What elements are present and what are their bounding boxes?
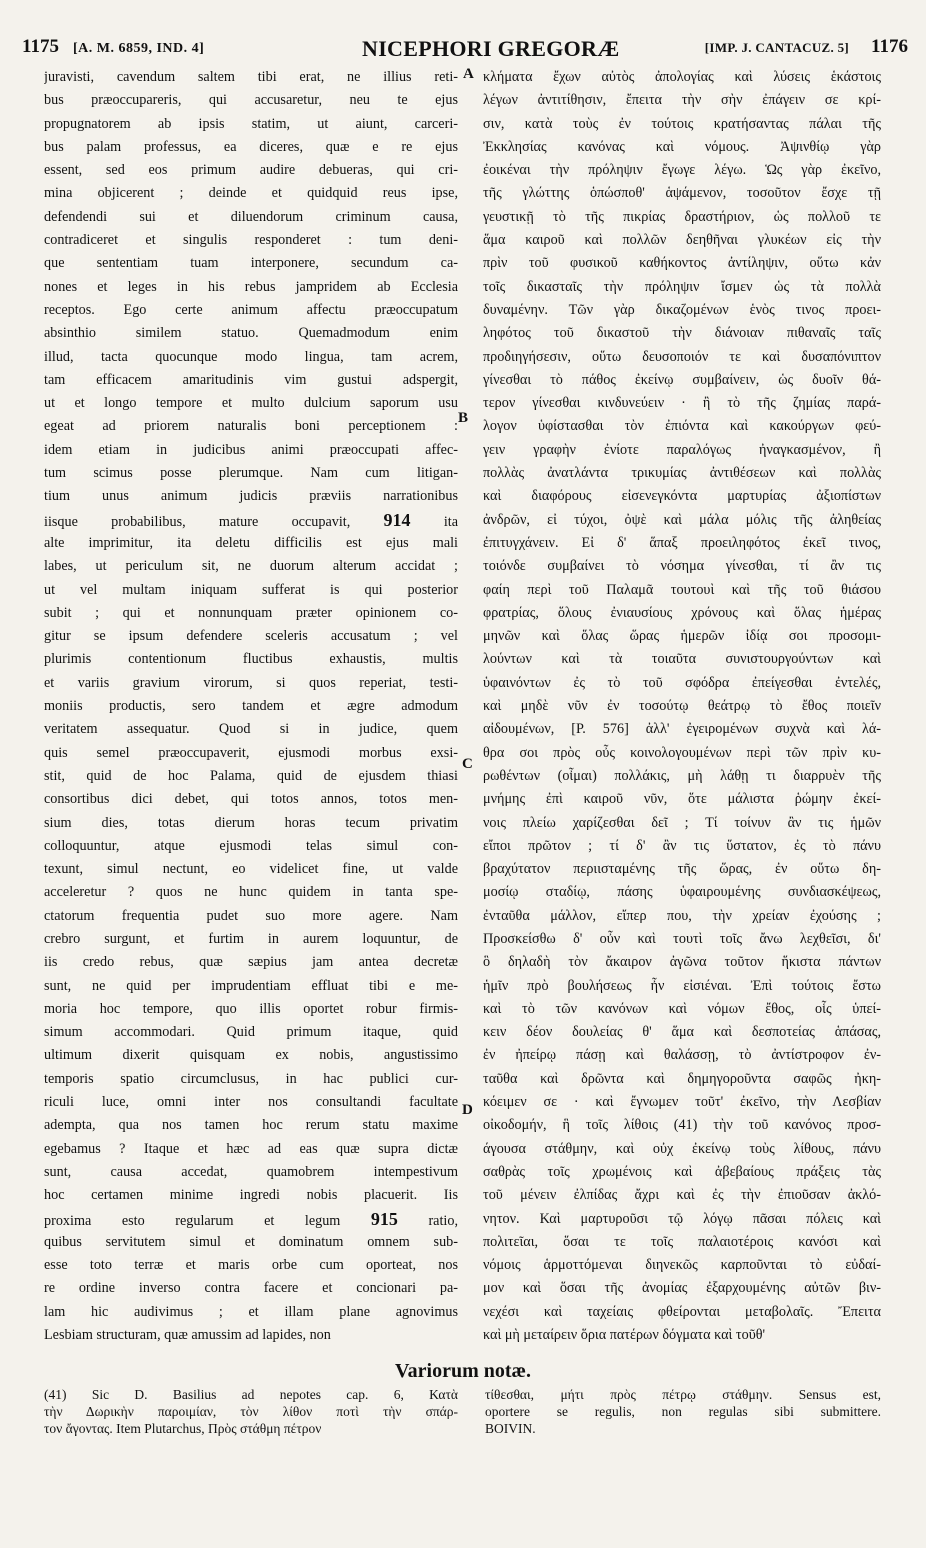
text-line: καὶ μὴ μεταίρειν ὅρια πατέρων δόγματα καὶ τοῦθ'	[483, 1327, 766, 1344]
text-line: tium unus animum judicis præviis narrationibus	[44, 488, 458, 505]
text-line: ὑφαινόντων ἐς τὸ τοῦ σφόδρα ἐπείγεσθαι ἐντελές,	[483, 674, 881, 691]
text-line: ἅμα καιροῦ καὶ πολλῶν δεηθῆναι γλυκέων εἰς τὴν	[483, 232, 881, 249]
text-line: νόμοις ἁρμοττόμεναι διηνεκῶς καρποῦνται τὸ εὐδαί-	[483, 1257, 881, 1274]
text-line: que sententiam tuam interponere, secundum ca-	[44, 255, 458, 272]
text-line: gitur se ipsum defendere sceleris accusatum ; vel	[44, 628, 458, 645]
text-line: contradiceret et singulis responderet : tum deni-	[44, 232, 458, 249]
text-line: ληφότος τοῦ δικαστοῦ τὴν διάνοιαν πιθαναῖς ταῖς	[483, 325, 881, 342]
text-line: labes, ut periculum sit, ne duorum alterum accidat ;	[44, 558, 458, 575]
text-line: ὃ δηλαδὴ τὸν ἄκαιρον ἀγῶνα τοῦτον ἥκιστα πάντων	[483, 954, 881, 971]
header-right	[705, 36, 908, 58]
text-line: sunt, causa accedat, quamobrem intempestivum	[44, 1163, 458, 1180]
text-line: ut vel multam iniquam sufferat is qui posterior	[44, 581, 458, 598]
text-line: re ordine inverso contra facere et concionari pa-	[44, 1280, 458, 1297]
margin-letter-a: A	[463, 66, 474, 82]
text-line: ρωθέντων (οἶμαι) πολλάκις, μὴ λάθῃ τι διαρρυὲν τῆς	[483, 767, 881, 784]
text-line: crebro surgunt, et furtim in aurem loquuntur, de	[44, 930, 458, 947]
text-line: κόειμεν σε · καὶ ἔγνωμεν τοῦτ' ἐκεῖνο, τὴν Λεσβίαν	[483, 1094, 881, 1111]
text-line: et variis gravium virorum, si quos reperiat, testi-	[44, 674, 458, 691]
notes-right-column	[485, 1386, 881, 1437]
text-line: moria hoc tempore, quo illis oportet robur firmis-	[44, 1000, 458, 1017]
text-line: juravisti, cavendum saltem tibi erat, ne illius reti-	[44, 69, 458, 85]
text-line: acceleretur ? quos ne hunc quidem in tanta spe-	[44, 884, 458, 901]
text-line: defendendi sui et diluendorum criminum causa,	[44, 208, 458, 225]
column-number-marker: 915	[370, 1208, 398, 1229]
text-line: πολλὰς ἀνατλάντα τρικυμίας ἀντιθέσεων καὶ πολλὰς	[483, 465, 881, 482]
text-line: γευστικῇ τὸ τῆς πικρίας δραστήριον, ὡς πολλοῦ τε	[483, 208, 881, 225]
text-line: egeat ad priorem naturalis boni perceptionem :	[44, 418, 458, 435]
note-line: oportere se regulis, non regulas sibi submittere.	[485, 1404, 881, 1419]
text-line: ταῦθα καὶ δρῶντα καὶ δημηγοροῦντα σαφῶς ἠκη-	[483, 1070, 881, 1087]
text-line: κειν δέον δουλείας θ' ἅμα καὶ δεσποτείας ἁπάσας,	[483, 1024, 881, 1041]
text-line: σαθρὰς τοῖς χρωμένοις καὶ ἀβεβαίους πράξεις τὰς	[483, 1163, 881, 1180]
notes-title: Variorum notæ.	[395, 1360, 531, 1382]
text-line: ἐπιτυγχάνειν. Εἰ δ' ἅπαξ προειληφότος ἐκεῖ τινος,	[483, 534, 881, 551]
right-header-bracket: [IMP. J. CANTACUZ. 5]	[704, 40, 850, 55]
text-line: iis credo rebus, quæ sæpius jam antea decretæ	[44, 954, 458, 971]
text-line: propugnatorem ab ipsis statim, ut aiunt, carceri-	[44, 115, 458, 132]
text-line: Προσκείσθω δ' οὖν καὶ τουτὶ τοῖς ἄνω λεχθεῖσι, δι'	[483, 930, 881, 947]
text-line: ἐοικέναι τὴν πρόληψιν ἔγωγε λέγω. Ὡς γὰρ ἐκεῖνο,	[483, 162, 881, 179]
left-page-number: 1175	[22, 36, 59, 57]
note-line: BOIVIN.	[485, 1421, 536, 1436]
text-line: quibus servitutem simul et dominatum omnem sub-	[44, 1233, 458, 1250]
margin-letter-c: C	[462, 756, 473, 772]
text-line: προδιηγήσεσιν, οὕτω δευσοποιόν τε καὶ δυσαπόνιπτον	[483, 348, 881, 365]
column-number-marker: 914	[383, 509, 411, 530]
text-line: ultimum dixerit quisquam ex nobis, angustissimo	[44, 1047, 458, 1064]
text-line: texunt, simul nectunt, eo videlicet fine, ut valde	[44, 861, 458, 878]
text-line: bus præoccupareris, qui accusaretur, neu te ejus	[44, 92, 458, 109]
text-line: πρὶν τοῦ φυσικοῦ καθήκοντος ἀντίληψιν, οὕτω κἀν	[483, 255, 881, 272]
text-line: γειν γραφὴν ἐνίοτε παραλόγως ἠναγκασμένον, ἢ	[483, 441, 881, 458]
text-line: πολιτεῖαι, ὅσαι τε τοῖς παλαιοτέροις κανόσι καὶ	[483, 1233, 881, 1250]
text-line: nones et leges in his rebus jampridem ab Ecclesia	[44, 278, 458, 295]
text-line: φαίη περὶ τοῦ Παλαμᾶ τουτουὶ καὶ τῆς τοῦ θιάσου	[483, 581, 881, 598]
text-line: consortibus dici debet, qui totos annos, totos men-	[44, 791, 458, 808]
text-line: stit, quid de hoc Palama, quid de ejusdem thiasi	[44, 767, 458, 784]
text-line: tam efficacem amaritudinis vim gustui adspergit,	[44, 371, 458, 388]
note-line: τὴν Δωρικὴν παροιμίαν, τὸν λίθον ποτὶ τὴν σπάρ-	[44, 1404, 458, 1419]
margin-letter-d: D	[462, 1102, 473, 1118]
text-line: αἰδουμένων, [P. 576] ἀλλ' ἐγειρομένων συχνὰ καὶ λά-	[483, 721, 881, 738]
text-line: essent, sed eos primum audire debueras, qui cri-	[44, 162, 458, 179]
text-line: μον καὶ ὅσαι τῆς ἀνομίας ἐξαρχουμένης αὐτῶν βιν-	[483, 1280, 881, 1297]
text-line: adempta, qua nos tamen hoc rerum statu maxime	[44, 1117, 458, 1134]
text-line: sium dies, totas dierum horas tecum privatim	[44, 814, 458, 831]
text-line: ctatorum frequentia pudet suo more agere. Nam	[44, 907, 458, 924]
text-line: ἐνταῦθα μάλλον, εἴπερ που, τὴν χρείαν ἐχούσης ;	[483, 907, 881, 924]
text-line: tum scimus posse plerumque. Nam cum litigan-	[44, 465, 458, 482]
text-line: γίνεσθαι τὸ πάθος ἐκείνῳ συμβαίνειν, ὡς δυοῖν θά-	[483, 371, 881, 388]
text-line: veritatem assequatur. Quod si in judice, quem	[44, 721, 458, 738]
greek-column	[483, 66, 881, 1347]
text-line: καὶ διαφόρους εἰσενεγκόντα μαρτυρίας ἀξιοπίστων	[483, 488, 881, 505]
text-line: temporis spatio circumclusus, in hac publici cur-	[44, 1070, 458, 1087]
text-line: moniis productis, sero tandem et ægre admodum	[44, 698, 458, 715]
text-line: alte imprimitur, ita deletu difficilis est ejus mali	[44, 534, 458, 551]
text-line: lam hic audivimus ; et illam plane agnovimus	[44, 1303, 458, 1320]
text-line: καὶ μηδὲ νῦν ἐν τοσούτῳ θεάτρῳ τὸ ἔθος ποιεῖν	[483, 698, 881, 715]
text-line: νεχέσι καὶ ταχείαις φθείρονται μεταβολαῖς. Ἔπειτα	[483, 1303, 881, 1320]
running-header	[22, 36, 908, 62]
text-line: sunt, ne quid per imprudentiam effluat tibi e me-	[44, 977, 458, 994]
text-line: φρατρίας, ὅλους ἐνιαυσίους χρόνους καὶ ὅλας ἡμέρας	[483, 604, 881, 621]
text-line: τερον γίνεσθαι κινδυνεύειν · ἢ τὸ τῆς ζημίας παρά-	[483, 395, 881, 412]
text-line: νοις πλείω χαρίζεσθαι δεῖ ; Τί τοίνυν ἂν τις ἡμῶν	[483, 814, 881, 831]
text-line: bus palam professus, ea diceres, quæ e re ejus	[44, 138, 458, 155]
text-line: τῆς γλώττης ὁπώσποθ' ἁψάμενον, τοσοῦτον ἔσχε τῇ	[483, 185, 881, 202]
text-line: subit ; qui et nonnunquam præter opinionem co-	[44, 604, 458, 621]
text-line: egebamus ? Itaque et hæc ad eas quæ supra dictæ	[44, 1140, 458, 1157]
text-line: τοῦ μένειν ἐλπίδας ἄχρι καὶ ἐς τὴν ἐπιοῦσαν ἀκλό-	[483, 1187, 881, 1204]
text-line: τοιόνδε συμβαίνει τὸ νόσημα γίνεσθαι, τί ἂν τις	[483, 558, 881, 575]
text-line: riculi luce, omni inter nos consultandi facultate	[44, 1094, 458, 1111]
text-line: mina objicerent ; deinde et quidquid reus ipse,	[44, 185, 458, 202]
header-title: NICEPHORI GREGORÆ	[362, 36, 620, 61]
text-line: simum accommodari. Quid primum itaque, quid	[44, 1024, 458, 1041]
text-line: plurimis contentionum fluctibus exhaustis, multis	[44, 651, 458, 668]
text-line: μνήμης ἐπὶ καιροῦ νῦν, ὅτε μάλιστα ῥώμην ἐκεί-	[483, 791, 881, 808]
text-line: λέγων ἀντιτίθησιν, ἔπειτα τὴν σὴν ἐπάγειν σε κρί-	[483, 92, 881, 109]
text-line: εἴποι πρῶτον ; τί δ' ἂν τις ὕστατον, ἐς τὸ πάνυ	[483, 837, 881, 854]
note-line: τον ἄγοντας. Item Plutarchus, Πρὸς στάθμη πέτρον	[44, 1421, 322, 1436]
text-line: ἐν ἠπείρῳ πάσῃ καὶ θαλάσσῃ, τὸ ἀντίστροφον ἐν-	[483, 1047, 881, 1064]
notes-left-column	[44, 1386, 458, 1437]
header-left	[22, 36, 204, 58]
note-line: τίθεσθαι, μήτι πρὸς πέτρῳ στάθμην. Sensus est,	[485, 1387, 881, 1402]
text-line: esse toto terræ et maris orbe cum oporteat, nos	[44, 1257, 458, 1274]
text-line: proxima esto regularum et legum 915 ratio,	[44, 1208, 458, 1229]
margin-letter-b: B	[458, 410, 469, 426]
text-line: μοσίῳ σταδίῳ, πάσης ὑφαιρουμένης συνδιασκέψεως,	[483, 884, 881, 901]
text-line: hoc certamen minime ingredi nobis placuerit. Iis	[44, 1187, 458, 1204]
text-line: δυναμένην. Τῶν γὰρ δικαζομένων ἑνὸς τινος προει-	[483, 301, 881, 318]
text-line: iisque probabilibus, mature occupavit, 914 ita	[44, 509, 458, 530]
text-line: ἡμῖν πρὸ βουλήσεως ἦν εἰσιέναι. Ἐπὶ τούτοις ἔστω	[483, 977, 881, 994]
note-line: (41) Sic D. Basilius ad nepotes cap. 6, Κατὰ	[44, 1387, 458, 1402]
right-page-number: 1176	[871, 36, 908, 57]
text-line: άγουσα στάθμην, καὶ οὐχ ἐκείνῳ τοὺς λίθους, πάνυ	[483, 1140, 881, 1157]
text-line: quis semel præoccupaverit, ejusmodi morbus exsi-	[44, 744, 458, 761]
text-line: τοῖς δικασταῖς τὴν πρόληψιν ἴσμεν ὡς τὰ πολλὰ	[483, 278, 881, 295]
text-line: θρα σοι πρὸς οὖς κοινολογουμένων περὶ τῶν πρὶν κυ-	[483, 744, 881, 761]
text-line: receptos. Ego certe animum affectu præoccupatum	[44, 301, 458, 318]
text-line: colloquuntur, atque ejusmodi telas simul con-	[44, 837, 458, 854]
text-line: καὶ τὸ τῶν κανόνων καὶ νόμων ἔθος, οἷς ὑπεί-	[483, 1000, 881, 1017]
text-line: Lesbiam structuram, quæ amussim ad lapides, non	[44, 1327, 331, 1344]
text-line: ἀνδρῶν, εἰ τύχοι, ὀψὲ καὶ μάλα μόλις τῆς ἀληθείας	[483, 511, 881, 528]
text-line: Ἐκκλησίας κανόνας καὶ νόμους. Ἀψινθίῳ γὰρ	[483, 138, 881, 155]
text-line: οἰκοδομήν, ἣ τοῖς λίθοις (41) τὴν τοῦ κανόνος προσ-	[483, 1117, 881, 1134]
text-line: illud, tacta quocunque modo lingua, tam acrem,	[44, 348, 458, 365]
left-header-bracket: [A. M. 6859, IND. 4]	[72, 41, 205, 56]
latin-column	[44, 66, 458, 1347]
text-line: σιν, κατὰ τοὺς ἐν τούτοις κρατήσαντας πάλαι τῆς	[483, 115, 881, 132]
text-line: νητον. Καὶ μαρτυροῦσι τῷ λόγῳ πᾶσαι πόλεις καὶ	[483, 1210, 881, 1227]
text-line: idem etiam in judicibus animi præoccupati affec-	[44, 441, 458, 458]
text-line: μηνῶν καὶ ὅλας ὥρας ἡμερῶν ἰδίᾳ σοι προσομι-	[483, 628, 881, 645]
text-line: λούντων καὶ τὰ τοιαῦτα συνιστουργούντων καὶ	[483, 651, 881, 668]
text-line: λογον ὑφίστασθαι τὸν ἐπιόντα καὶ κακούργων φεύ-	[483, 418, 881, 435]
text-line: ut et longo tempore et multo dulcium saporum usu	[44, 395, 458, 412]
text-line: βραχύτατον περιισταμένης τῆς ὥρας, ἐν οὕτω δη-	[483, 861, 881, 878]
text-line: absinthio similem statuo. Quemadmodum enim	[44, 325, 458, 342]
text-line: κλήματα ἔχων αὐτὸς ἀπολογίας καὶ λύσεις ἑκάστοις	[483, 69, 881, 85]
